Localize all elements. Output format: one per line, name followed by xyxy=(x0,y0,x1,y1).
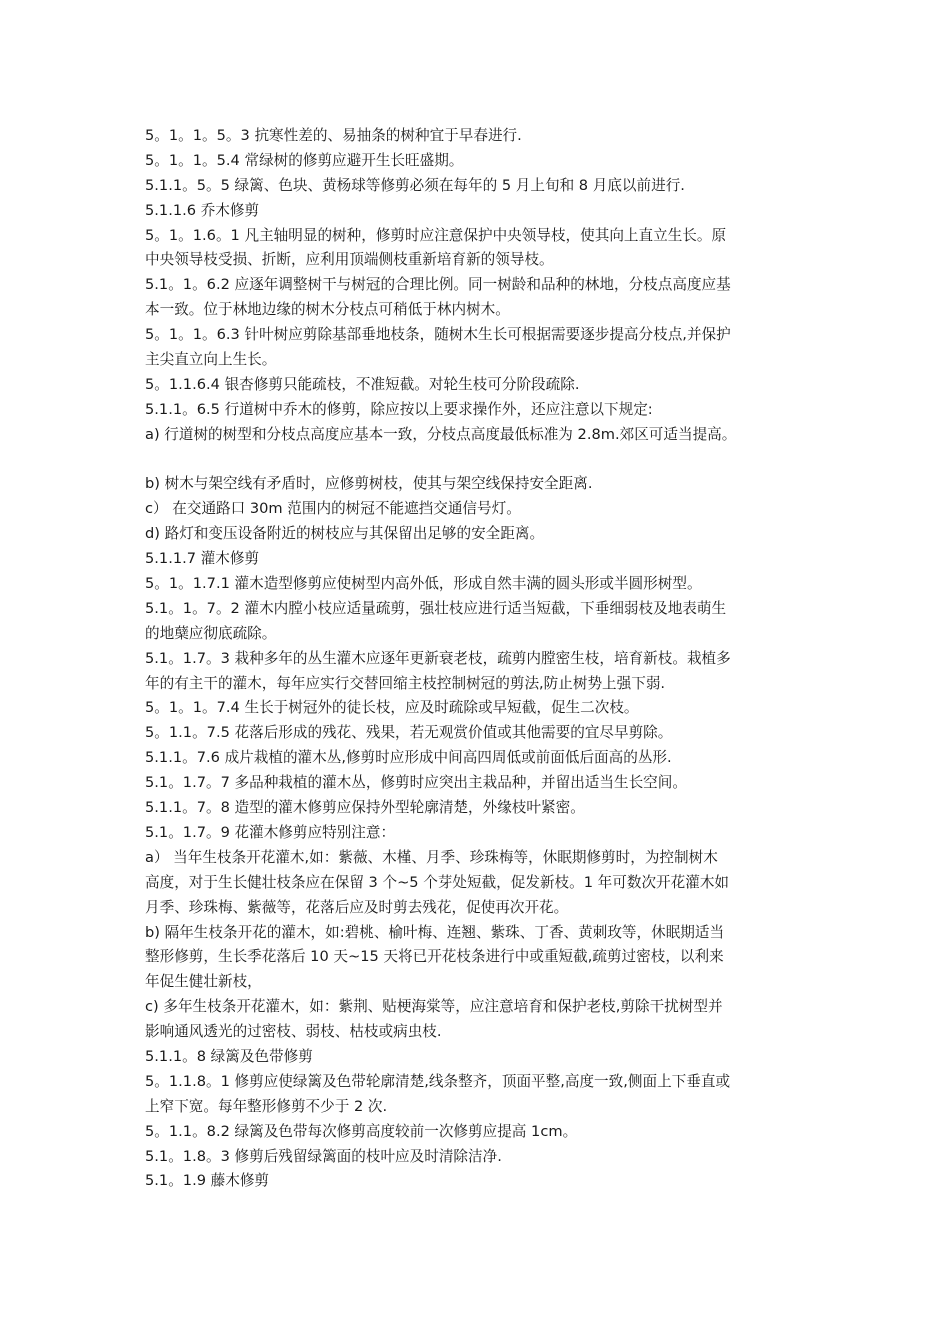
text-line: 5.1。1.7。7 多品种栽植的灌木丛，修剪时应突出主栽品种，并留出适当生长空间。 xyxy=(145,774,687,792)
text-line: a) 行道树的树型和分枝点高度应基本一致，分枝点高度最低标准为 2.8m.郊区可适当提高。 xyxy=(145,425,737,443)
text-line: 月季、珍珠梅、紫薇等，花落后应及时剪去残花，促使再次开花。 xyxy=(145,898,569,916)
text-line: a） 当年生枝条开花灌木,如：紫薇、木槿、月季、珍珠梅等，休眠期修剪时，为控制树木 xyxy=(145,848,718,866)
text-line: 5。1.1.6.4 银杏修剪只能疏枝，不准短截。对轮生枝可分阶段疏除. xyxy=(145,375,580,393)
text-line: 5。1.1。7.5 花落后形成的残花、残果，若无观赏价值或其他需要的宜尽早剪除。 xyxy=(145,724,673,742)
text-line: b) 树木与架空线有矛盾时，应修剪树枝，使其与架空线保持安全距离. xyxy=(145,475,593,493)
text-line: 5.1.1。7。8 造型的灌木修剪应保持外型轮廓清楚，外缘枝叶紧密。 xyxy=(145,799,585,817)
section-heading: 5.1。1.9 藤木修剪 xyxy=(145,1172,270,1190)
text-line: 5.1。1。6.2 应逐年调整树干与树冠的合理比例。同一树龄和品种的林地，分枝点高度应基 xyxy=(145,276,731,294)
text-line: 整形修剪，生长季花落后 10 天~15 天将已开花枝条进行中或重短截,疏剪过密枝，以利来 xyxy=(145,948,724,966)
text-line: 5.1。1.7。3 栽种多年的丛生灌木应逐年更新衰老枝，疏剪内膛密生枝，培育新枝。栽植多 xyxy=(145,649,731,667)
text-line: 年促生健壮新枝， xyxy=(145,973,262,991)
text-line: 高度，对于生长健壮枝条应在保留 3 个~5 个芽处短截，促发新枝。1 年可数次开花灌木如 xyxy=(145,873,730,891)
text-line: 5.1。1.8。3 修剪后残留绿篱面的枝叶应及时清除洁净. xyxy=(145,1147,502,1165)
text-line: 影响通风透光的过密枝、弱枝、枯枝或病虫枝. xyxy=(145,1023,442,1041)
text-line: 5。1.1。8.2 绿篱及色带每次修剪高度较前一次修剪应提高 1cm。 xyxy=(145,1122,578,1140)
text-line: 年的有主干的灌木，每年应实行交替回缩主枝控制树冠的剪法,防止树势上强下弱. xyxy=(145,674,666,692)
text-line: d) 路灯和变压设备附近的树枝应与其保留出足够的安全距离。 xyxy=(145,525,545,543)
text-line: 5。1.1.8。1 修剪应使绿篱及色带轮廓清楚,线条整齐，顶面平整,高度一致,侧面上下垂直或 xyxy=(145,1072,731,1090)
section-heading: 5.1.1.6 乔木修剪 xyxy=(145,201,260,219)
text-line: 5.1.1。5。5 绿篱、色块、黄杨球等修剪必须在每年的 5 月上旬和 8 月底以前进行. xyxy=(145,176,685,194)
text-line: 5.1.1。7.6 成片栽植的灌木丛,修剪时应形成中间高四周低或前面低后面高的丛形. xyxy=(145,749,672,767)
text-line: 的地蘖应彻底疏除。 xyxy=(145,624,277,642)
section-heading: 5.1.1.7 灌木修剪 xyxy=(145,550,260,568)
text-line: b) 隔年生枝条开花的灌木，如:碧桃、榆叶梅、连翘、紫珠、丁香、黄刺玫等，休眠期适当 xyxy=(145,923,725,941)
text-line: 5。1。1。5.4 常绿树的修剪应避开生长旺盛期。 xyxy=(145,151,464,169)
text-line: 5。1。1。6.3 针叶树应剪除基部垂地枝条，随树木生长可根据需要逐步提高分枝点,并保护 xyxy=(145,326,731,344)
text-line: 5.1。1.7。9 花灌木修剪应特别注意： xyxy=(145,823,396,841)
text-line: c） 在交通路口 30m 范围内的树冠不能遮挡交通信号灯。 xyxy=(145,500,521,518)
text-line: 5.1。1。7。2 灌木内膛小枝应适量疏剪，强壮枝应进行适当短截，下垂细弱枝及地表萌生 xyxy=(145,599,727,617)
text-line: 上窄下宽。每年整形修剪不少于 2 次. xyxy=(145,1097,388,1115)
text-line: 本一致。位于林地边缘的树木分枝点可稍低于林内树木。 xyxy=(145,301,510,319)
text-line: 5.1.1。6.5 行道树中乔木的修剪，除应按以上要求操作外，还应注意以下规定: xyxy=(145,400,653,418)
section-heading: 5.1.1。8 绿篱及色带修剪 xyxy=(145,1047,313,1065)
blank-line xyxy=(145,448,815,473)
text-line: 5。1。1.6。1 凡主轴明显的树种，修剪时应注意保护中央领导枝，使其向上直立生长。原 xyxy=(145,226,727,244)
text-line: c) 多年生枝条开花灌木，如：紫荆、贴梗海棠等，应注意培育和保护老枝,剪除干扰树型并 xyxy=(145,998,723,1016)
text-line: 5。1。1。5。3 抗寒性差的、易抽条的树种宜于早春进行. xyxy=(145,127,522,144)
text-line: 中央领导枝受损、折断，应利用顶端侧枝重新培育新的领导枝。 xyxy=(145,251,554,269)
text-line: 主尖直立向上生长。 xyxy=(145,351,277,369)
document-page xyxy=(145,124,815,1194)
text-line: 5。1。1.7.1 灌木造型修剪应使树型内高外低，形成自然丰满的圆头形或半圆形树型。 xyxy=(145,575,702,593)
text-line: 5。1。1。7.4 生长于树冠外的徒长枝，应及时疏除或早短截，促生二次枝。 xyxy=(145,699,639,717)
